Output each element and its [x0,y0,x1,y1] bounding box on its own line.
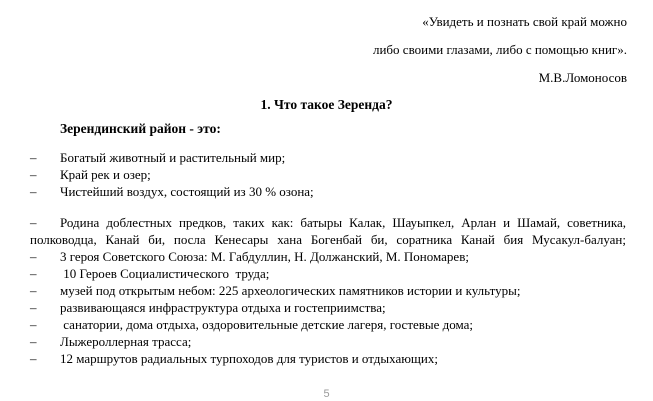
epigraph-line-2: либо своими глазами, либо с помощью книг». [372,42,627,57]
section-subheading: Зерендинский район - это: [60,121,221,136]
list-item-text: 3 героя Советского Союза: М. Габдуллин, Н. Должанский, М. Пономарев; [60,249,469,264]
bullet-dash: – [30,150,37,165]
list-item-text: санатории, дома отдыха, оздоровительные детские лагеря, гостевые дома; [60,317,474,332]
epigraph-line-1: «Увидеть и познать свой край можно [422,14,627,29]
list-item-text: 12 маршрутов радиальных турпоходов для туристов и отдыхающих; [60,351,439,366]
section-heading: 1. Что такое Зеренда? [260,97,393,112]
bullet-dash: – [30,334,37,349]
list-item-text: Богатый животный и растительный мир; [60,150,286,165]
list-item-text: развивающаяся инфраструктура отдыха и гостеприимства; [60,300,386,315]
list-item-text: Край рек и озер; [60,167,151,182]
list-item-text: музей под открытым небом: 225 археологических памятников истории и культуры; [60,283,521,298]
list-item-text: Родина доблестных предков, таких как: батыры Калак, Шауыпкел, Арлан и Шамай, советника, [60,215,626,230]
list-item-text: Чистейший воздух, состоящий из 30 % озона; [60,184,314,199]
bullet-dash: – [30,167,37,182]
bullet-dash: – [30,215,37,230]
list-item-text: Лыжероллерная трасса; [60,334,192,349]
page-number: 5 [323,388,330,400]
list-item-continuation: полководца, Канай би, посла Кенесары хана Богенбай би, соратника Канай бия Мусакул-балуан; [30,232,626,247]
epigraph-author: М.В.Ломоносов [538,70,627,85]
bullet-dash: – [30,249,37,264]
list-item-text: 10 Героев Социалистического труда; [60,266,270,281]
bullet-dash: – [30,351,37,366]
bullet-dash: – [30,283,37,298]
bullet-dash: – [30,317,37,332]
bullet-dash: – [30,300,37,315]
bullet-dash: – [30,266,37,281]
bullet-dash: – [30,184,37,199]
